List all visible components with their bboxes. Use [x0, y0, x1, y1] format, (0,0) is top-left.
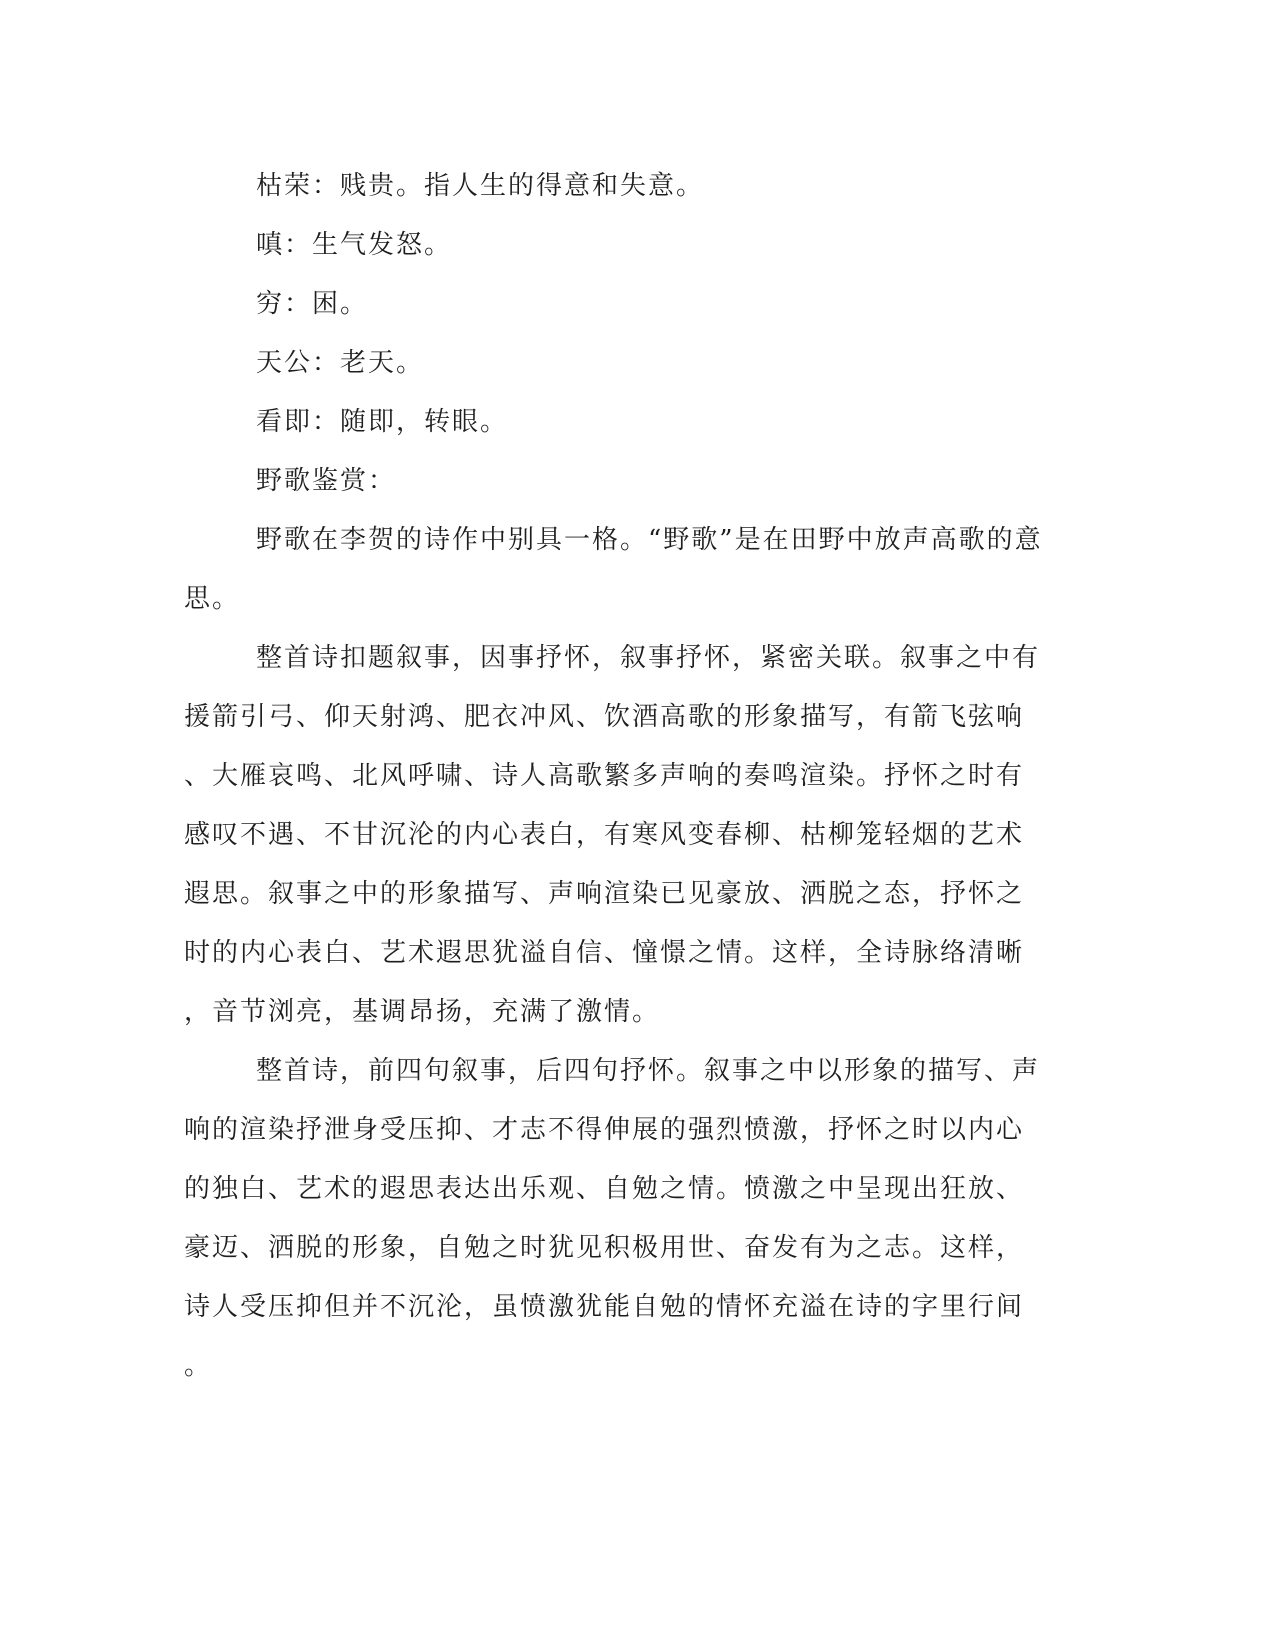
paragraph-analysis	[184, 629, 1044, 1042]
paragraph-line: 诗人受压抑但并不沉沦，虽愤激犹能自勉的情怀充溢在诗的字里行间	[184, 1292, 1025, 1322]
glossary-entry-kanji: 看即：随即，转眼。	[256, 407, 509, 437]
paragraph-intro	[184, 511, 1044, 629]
glossary-entry-tiangong: 天公：老天。	[256, 348, 425, 378]
glossary-entry-chen: 嗔：生气发怒。	[256, 230, 453, 260]
paragraph-line: 遐思。叙事之中的形象描写、声响渲染已见豪放、洒脱之态，抒怀之	[184, 879, 1025, 909]
glossary-entry-kurong: 枯荣：贱贵。指人生的得意和失意。	[256, 171, 705, 201]
paragraph-line: 的独白、艺术的遐思表达出乐观、自勉之情。愤激之中呈现出狂放、	[184, 1174, 1025, 1204]
paragraph-line: 。	[184, 1351, 213, 1381]
paragraph-line: 思。	[184, 584, 241, 614]
section-heading: 野歌鉴赏：	[256, 466, 397, 496]
paragraph-line: 整首诗扣题叙事，因事抒怀，叙事抒怀，紧密关联。叙事之中有	[256, 643, 1041, 673]
paragraph-line: 时的内心表白、艺术遐思犹溢自信、憧憬之情。这样，全诗脉络清晰	[184, 938, 1025, 968]
paragraph-line: ，音节浏亮，基调昂扬，充满了激情。	[184, 997, 661, 1027]
paragraph-summary	[184, 1042, 1044, 1396]
paragraph-line: 豪迈、洒脱的形象，自勉之时犹见积极用世、奋发有为之志。这样，	[184, 1233, 1025, 1263]
paragraph-line: 援箭引弓、仰天射鸿、肥衣冲风、饮酒高歌的形象描写，有箭飞弦响	[184, 702, 1025, 732]
paragraph-line: 野歌在李贺的诗作中别具一格。“野歌”是在田野中放声高歌的意	[256, 525, 1043, 555]
paragraph-line: 、大雁哀鸣、北风呼啸、诗人高歌繁多声响的奏鸣渲染。抒怀之时有	[184, 761, 1025, 791]
paragraph-line: 响的渲染抒泄身受压抑、才志不得伸展的强烈愤激，抒怀之时以内心	[184, 1115, 1025, 1145]
glossary-entry-qiong: 穷：困。	[256, 289, 369, 319]
paragraph-line: 感叹不遇、不甘沉沦的内心表白，有寒风变春柳、枯柳笼轻烟的艺术	[184, 820, 1025, 850]
paragraph-line: 整首诗，前四句叙事，后四句抒怀。叙事之中以形象的描写、声	[256, 1056, 1041, 1086]
document-body	[184, 157, 1044, 1396]
